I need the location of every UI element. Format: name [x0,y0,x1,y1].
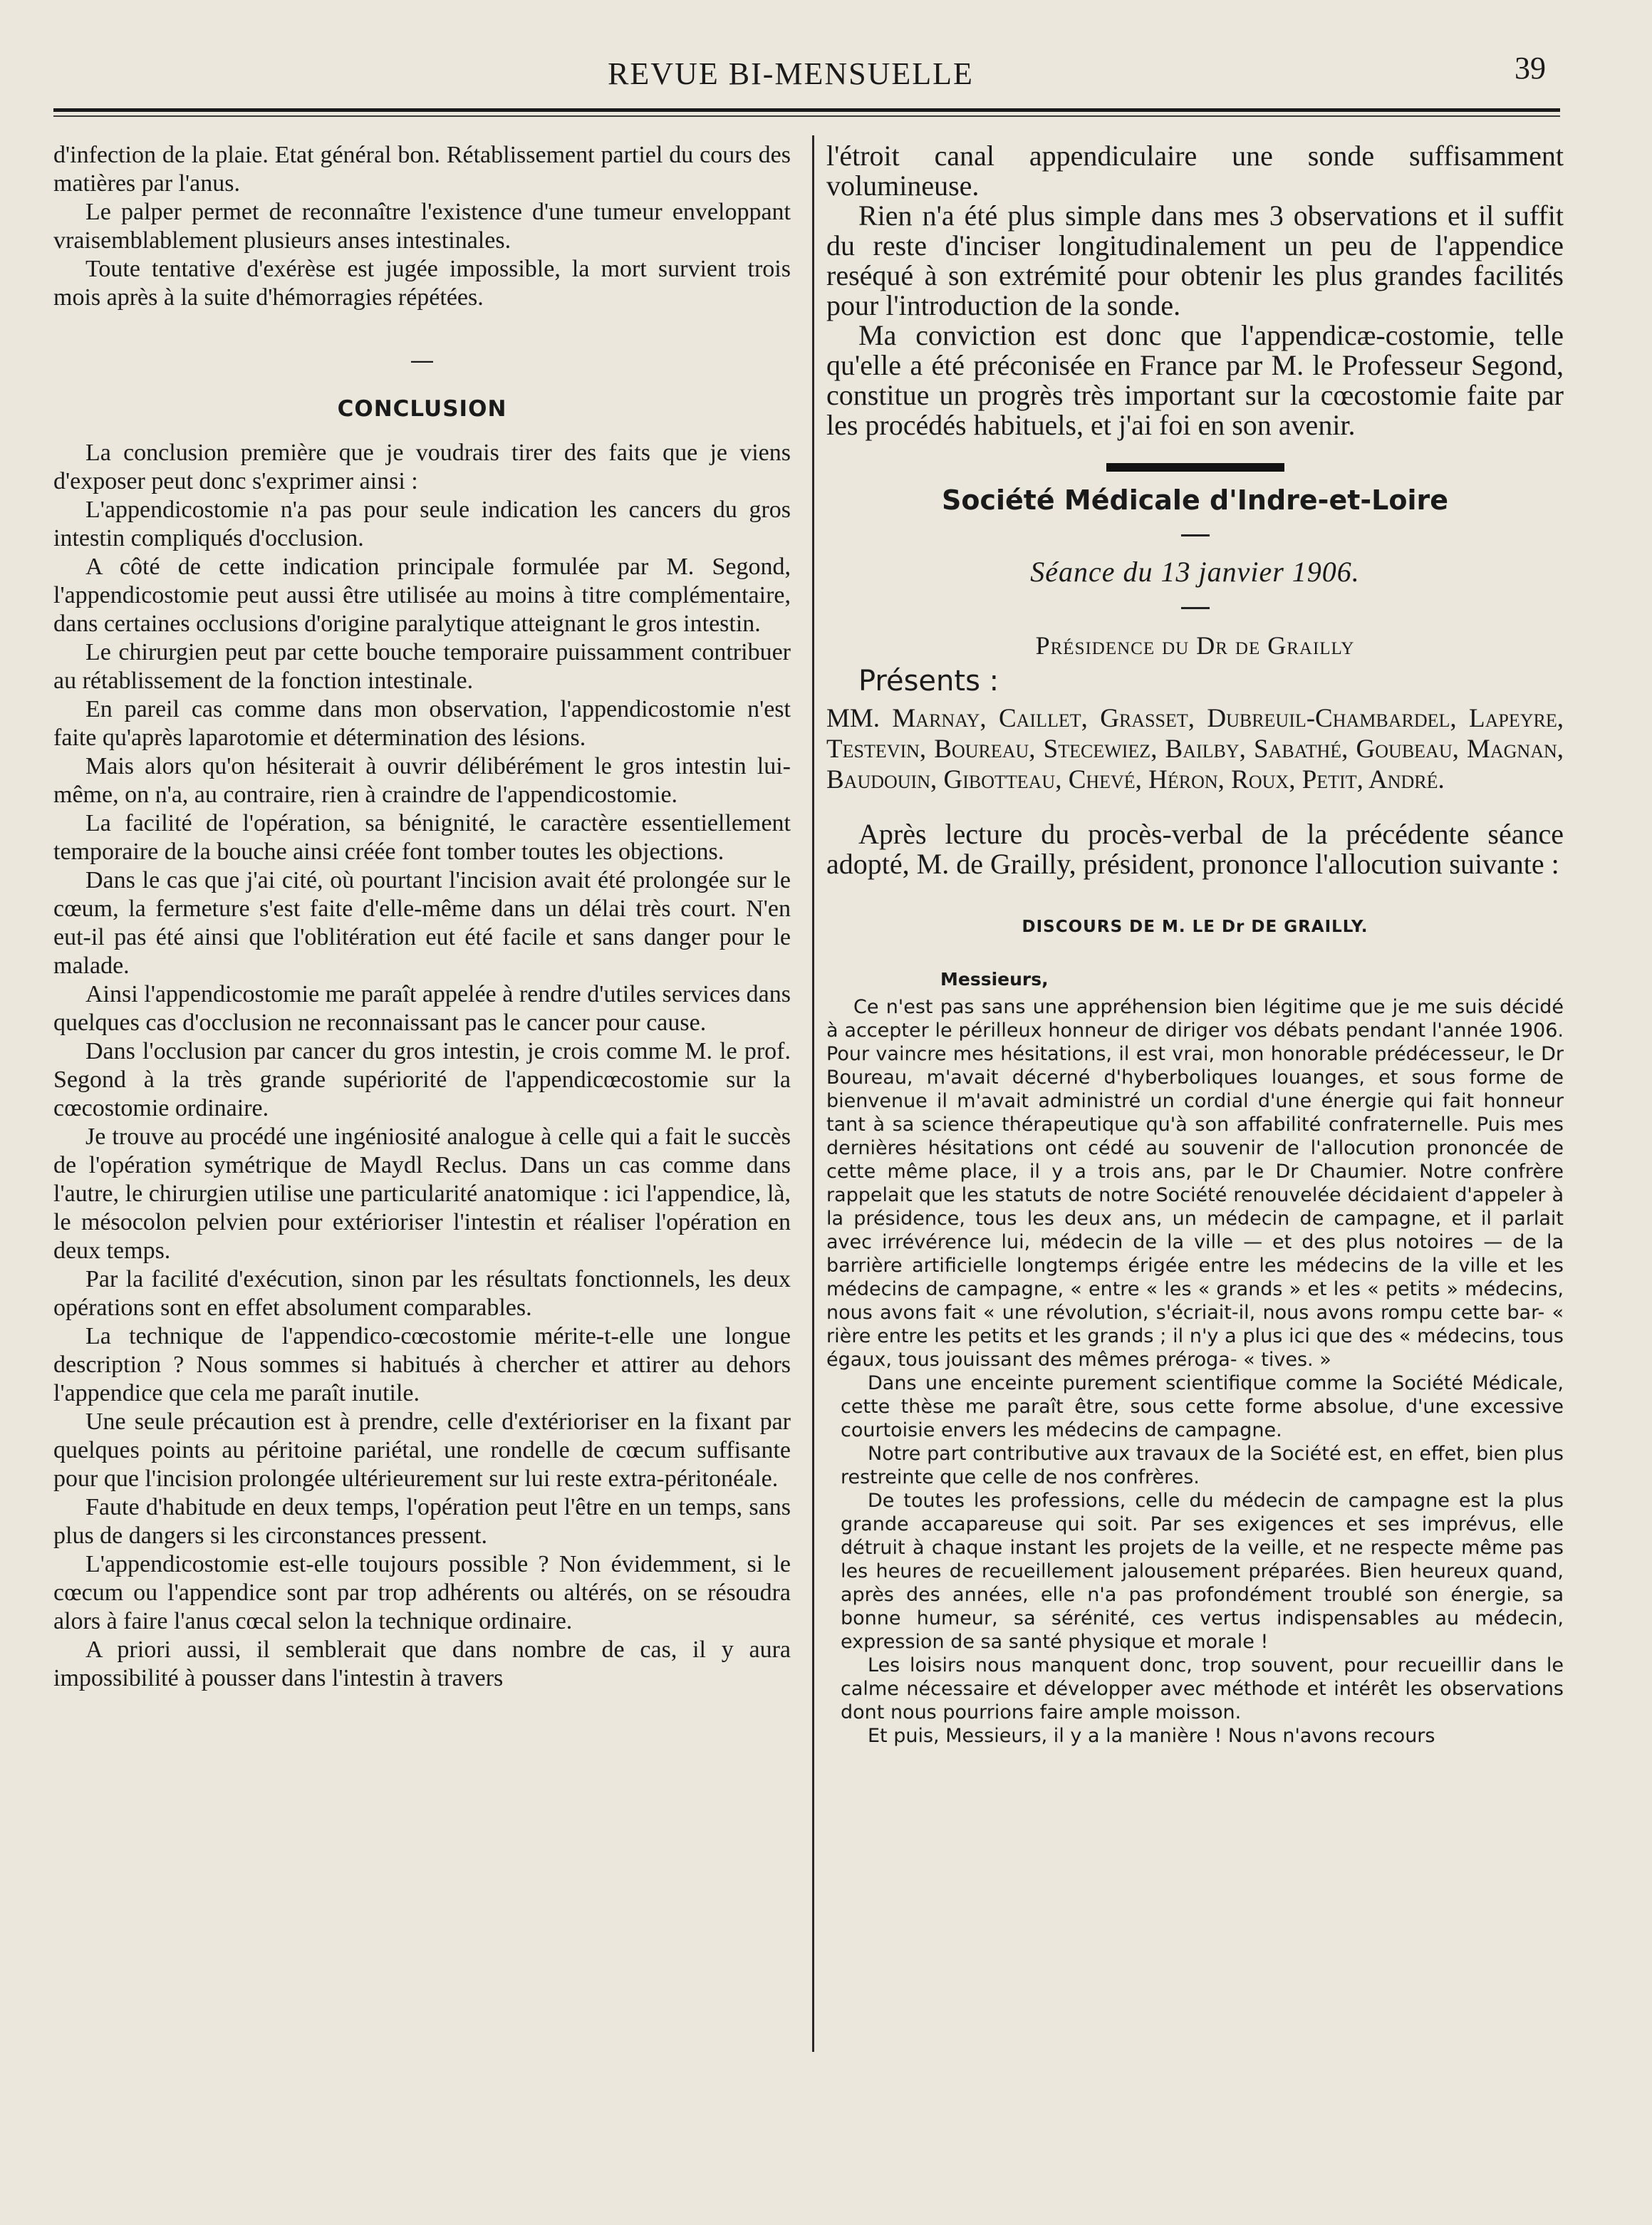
paragraph: A priori aussi, il semblerait que dans nombre de cas, il y aura impossibilité à pousser dans l'intestin à travers [53,1637,791,1691]
paragraph: Notre part contributive aux travaux de la Société est, en effet, bien plus restreinte que celle de nos confrères. [841,1443,1564,1488]
paragraph: L'appendicostomie est-elle toujours possible ? Non évidemment, si le cœcum ou l'appendice sont par trop adhérents ou altérés, on se résoudra alors à faire l'anus cœcal selon la technique ordinaire. [53,1551,791,1634]
paragraph: De toutes les professions, celle du médecin de campagne est la plus grande accapareuse qui soit. Par ses exigences et ses imprévus, elle détruit à chaque instant les projets de la veille, et ne respecte même pas les heures de recueillement jalousement préparées. Bien heureux quand, après des années, elle n'a pas profondément troublé son énergie, sa bonne humeur, sa sérénité, ces vertus indispensables au médecin, expression de sa santé physique et morale ! [841,1490,1564,1653]
speech-title: DISCOURS DE M. LE Dr DE GRAILLY. [1022,918,1368,936]
paragraph: Toute tentative d'exérèse est jugée impossible, la mort survient trois mois après à la suite d'hémorragies répétées. [53,256,791,311]
right-column [826,141,1564,1748]
header-rule-thin [53,115,1560,117]
paragraph: d'infection de la plaie. Etat général bon. Rétablissement partiel du cours des matières par l'anus. [53,142,791,197]
paragraph: La conclusion première que je voudrais tirer des faits que je viens d'exposer peut donc s'exprimer ainsi : [53,440,791,494]
short-rule [1181,534,1210,536]
separator-dash: — [410,346,435,375]
paragraph: Le chirurgien peut par cette bouche temporaire puissamment contribuer au rétablissement de la fonction intestinale. [53,639,791,694]
paragraph: Dans une enceinte purement scientifique comme la Société Médicale, cette thèse me paraît être, sous cette forme absolue, d'une excessive courtoisie envers les médecins de campagne. [841,1372,1564,1441]
paragraph: La facilité de l'opération, sa bénignité, le caractère essentiellement temporaire de la bouche ainsi créée font tomber toutes les objections. [53,810,791,865]
column-divider [812,135,814,2052]
paragraph: Les loisirs nous manquent donc, trop souvent, pour recueillir dans le calme nécessaire et développer avec méthode et intérêt les observations dont nous pourrions faire ample moisson. [841,1654,1564,1723]
page-header [0,0,1652,121]
society-title: Société Médicale d'Indre-et-Loire [941,484,1449,516]
presents-label: Présents : [858,665,999,697]
paragraph: La technique de l'appendico-cœcostomie mérite-t-elle une longue description ? Nous sommes si habitués à chercher et attirer au dehors l'appendice que cela me paraît inutile. [53,1323,791,1406]
salutation: Messieurs, [940,969,1049,990]
article-continuation [826,141,1564,440]
header-rule [53,108,1560,112]
paragraph: En pareil cas comme dans mon observation, l'appendicostomie n'est faite qu'après laparotomie et détermination des lésions. [53,696,791,751]
section-title-conclusion: CONCLUSION [337,396,507,422]
paragraph: Ma conviction est donc que l'appendicæ-costomie, telle qu'elle a été préconisée en France par M. le Professeur Segond, constitue un progrès très important sur la cœcostomie faite par les procédés habituels, et j'ai foi en son avenir. [826,319,1564,441]
paragraph: Faute d'habitude en deux temps, l'opération peut l'être en un temps, sans plus de dangers si les circonstances pressent. [53,1494,791,1549]
short-rule [1181,607,1210,609]
page-number: 39 [1515,51,1546,85]
speech-body [826,968,1564,1748]
left-column [53,141,791,1693]
paragraph: Rien n'a été plus simple dans mes 3 observations et il suffit du reste d'inciser longitudinalement un peu de l'appendice reséqué à son extrémité pour obtenir les plus grandes facilités pour l'introduction de la sonde. [826,199,1564,321]
paragraph: Ce n'est pas sans une appréhension bien légitime que je me suis décidé à accepter le périlleux honneur de diriger vos débats pendant l'année 1906. Pour vaincre mes hésitations, il est vrai, mon honorable prédécesseur, le Dr Boureau, m'avait décerné d'hyberboliques louanges, et sous forme de bienvenue il m'avait administré un cordial d'une énergie qui fait honneur tant à sa science thérapeutique qu'à son affabilité confraternelle. Puis mes dernières hésitations ont cédé au souvenir de l'allocution prononcée de cette même place, il y a trois ans, par le Dr Chaumier. Notre confrère rappelait que les statuts de notre Société renouvelée décidaient d'appeler à la présidence, tous les deux ans, un médecin de campagne, et il parlait avec irrévérence lui, médecin de la ville — et des plus notoires — de la barrière artificielle longtemps érigée entre les médecins de la ville et les médecins de campagne, « entre « les « grands » et les « petits » médecins, nous avons fait « une révolution, s'écriait-il, nous avons rompu cette bar- « rière entre les petits et les grands ; il n'y a plus ici que des « médecins, tous égaux, tous jouissant des mêmes préroga- « tives. » [826,996,1564,1371]
running-title: REVUE BI-MENSUELLE [608,56,974,91]
paragraph: L'appendicostomie n'a pas pour seule indication les cancers du gros intestin compliqués d'occlusion. [53,497,791,551]
paragraph: l'étroit canal appendiculaire une sonde suffisamment volumineuse. [826,140,1564,202]
intro-block [826,819,1564,879]
paragraph: Le palper permet de reconnaître l'existence d'une tumeur enveloppant vraisemblablement plusieurs anses intestinales. [53,199,791,254]
presidency-line: Présidence du Dr de Grailly [1035,631,1355,660]
session-date: Séance du 13 janvier 1906. [1030,556,1360,588]
paragraph: Je trouve au procédé une ingéniosité analogue à celle qui a fait le succès de l'opération symétrique de Maydl Reclus. Dans un cas comme dans l'autre, le chirurgien utilise une particularité anatomique : ici l'appendice, là, le mésocolon pelvien pour extérioriser l'intestin et réaliser l'opération en deux temps. [53,1124,791,1264]
paragraph: Mais alors qu'on hésiterait à ouvrir délibérément le gros intestin lui-même, on n'a, au contraire, rien à craindre de l'appendicostomie. [53,753,791,808]
paragraph: Dans l'occlusion par cancer du gros intestin, je crois comme M. le prof. Segond à la très grande supériorité de l'appendicœcostomie sur la cœcostomie ordinaire. [53,1038,791,1121]
paragraph: Par la facilité d'exécution, sinon par les résultats fonctionnels, les deux opérations sont en effet absolument comparables. [53,1266,791,1321]
paragraph: Ainsi l'appendicostomie me paraît appelée à rendre d'utiles services dans quelques cas d'occlusion ne reconnaissant pas le cancer pour cause. [53,981,791,1036]
paragraph: Une seule précaution est à prendre, celle d'extérioriser en la fixant par quelques points au péritoine pariétal, une rondelle de cœcum suffisante pour que l'incision prolongée ultérieurement sur lui reste extra-péritonéale. [53,1409,791,1492]
intro-paragraph: Après lecture du procès-verbal de la précédente séance adopté, M. de Grailly, président, prononce l'allocution suivante : [826,818,1564,880]
members-list: MM. Marnay, Caillet, Grasset, Dubreuil-Chambardel, Lapeyre, Testevin, Boureau, Stecewiez, Bailby, Sabathé, Goubeau, Magnan, Baudouin, Gibotteau, Chevé, Héron, Roux, Petit, André. [826,704,1564,794]
paragraph: A côté de cette indication principale formulée par M. Segond, l'appendicostomie peut aussi être utilisée au moins à titre complémentaire, dans certaines occlusions d'origine paralytique atteignant le gros intestin. [53,554,791,637]
section-divider-bar [1106,463,1284,472]
paragraph: Et puis, Messieurs, il y a la manière ! Nous n'avons recours [868,1725,1435,1747]
paragraph: Dans le cas que j'ai cité, où pourtant l'incision avait été prolongée sur le cœum, la fermeture s'est faite d'elle-même dans un délai très court. N'en eut-il pas été ainsi que l'oblitération eut été facile et sans danger pour le malade. [53,867,791,979]
